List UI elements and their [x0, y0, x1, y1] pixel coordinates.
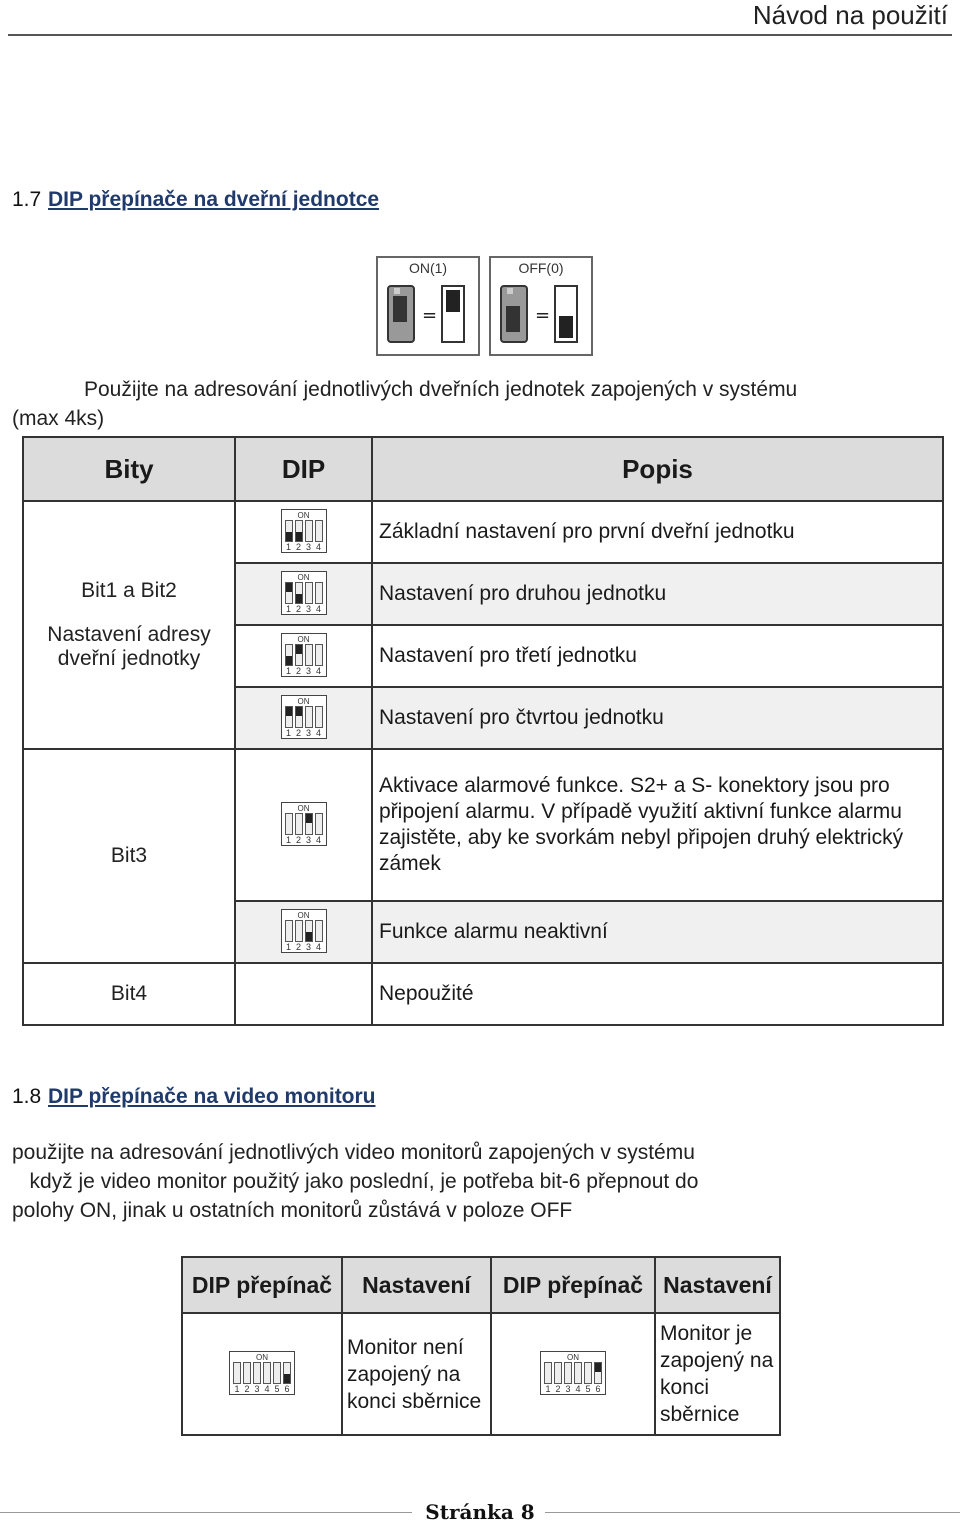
row-desc-7: Nepoužité — [372, 963, 943, 1025]
header-dip-switch-right: DIP přepínač — [491, 1257, 655, 1313]
section-18-para-2: když je video monitor použitý jako poslední, je potřeba bit-6 přepnout do — [12, 1170, 699, 1193]
dip6-cell-right — [491, 1313, 655, 1435]
header-dip-switch-left: DIP přepínač — [182, 1257, 342, 1313]
row-desc-1: Základní nastavení pro první dveřní jednotku — [372, 501, 943, 563]
setting-right-text: Monitor je zapojený na konci sběrnice — [655, 1313, 780, 1435]
header-dip: DIP — [235, 437, 372, 501]
section-17-heading — [12, 188, 379, 212]
header-setting-right: Nastavení — [655, 1257, 780, 1313]
bit3-cell — [23, 749, 235, 963]
section-17-intro: Použijte na adresování jednotlivých dveřních jednotek zapojených v systému — [84, 378, 798, 401]
dip-on-label: ON — [297, 511, 310, 520]
section-17-number: 1.7 — [12, 188, 42, 211]
bit3-label: Bit3 — [110, 844, 148, 867]
dip6-cell-left — [182, 1313, 342, 1435]
dip6-switch-on-icon: ON 1 2 3 4 5 6 — [540, 1351, 606, 1395]
page-number: Stránka 8 — [425, 1500, 535, 1524]
dip-switch-icon: ON 1 2 3 4 — [281, 695, 327, 739]
row-desc-2: Nastavení pro druhou jednotku — [372, 563, 943, 625]
dip-cell-6 — [235, 901, 372, 963]
dip-cell-2 — [235, 563, 372, 625]
switch-on-icon — [378, 276, 478, 350]
dip-switch-icon: ON 1 2 3 4 — [281, 509, 327, 553]
dip-switch-icon: ON 1 2 3 4 — [281, 571, 327, 615]
dip-cell-1 — [235, 501, 372, 563]
section-18-heading — [12, 1085, 376, 1109]
section-18-para-3: polohy ON, jinak u ostatních monitorů zůstává v poloze OFF — [12, 1199, 573, 1222]
dip-cell-5 — [235, 749, 372, 901]
header-popis: Popis — [372, 437, 943, 501]
bit12-cell — [23, 501, 235, 749]
dip-cell-4 — [235, 687, 372, 749]
svg-text:=: = — [422, 305, 438, 326]
row-desc-4: Nastavení pro čtvrtou jednotku — [372, 687, 943, 749]
dip-monitor-table — [181, 1256, 781, 1436]
bit12-desc: Nastavení adresy dveřní jednotky — [47, 623, 211, 670]
switch-off-icon — [491, 276, 591, 350]
row-desc-6: Funkce alarmu neaktivní — [372, 901, 943, 963]
dip-switch-icon: ON 1 2 3 4 — [281, 802, 327, 846]
dip-door-table — [22, 436, 944, 1026]
bit4-label: Bit4 — [110, 982, 148, 1005]
switch-on-label: ON(1) — [408, 260, 448, 276]
switch-off-illustration — [489, 256, 593, 356]
section-17-intro-cont: (max 4ks) — [12, 407, 105, 430]
header-setting-left: Nastavení — [342, 1257, 491, 1313]
dip-cell-3 — [235, 625, 372, 687]
setting-left-text: Monitor není zapojený na konci sběrnice — [342, 1313, 491, 1435]
row-desc-3: Nastavení pro třetí jednotku — [372, 625, 943, 687]
svg-text:=: = — [535, 305, 551, 326]
row-desc-5: Aktivace alarmové funkce. S2+ a S- konektory jsou pro připojení alarmu. V případě využití aktivní funkce alarmu zajistěte, aby ke svorkám nebyl připojen druhý elektrický zámek — [372, 749, 943, 901]
header-rule — [8, 34, 952, 36]
header-bity: Bity — [23, 437, 235, 501]
bit12-label: Bit1 a Bit2 — [81, 579, 177, 602]
bit4-cell — [23, 963, 235, 1025]
section-18-title: DIP přepínače na video monitoru — [48, 1085, 376, 1108]
dip-switch-icon: ON 1 2 3 4 — [281, 633, 327, 677]
section-18-number: 1.8 — [12, 1085, 42, 1108]
dip-switch-icon: ON 1 2 3 4 — [281, 909, 327, 953]
switch-off-label: OFF(0) — [518, 260, 564, 276]
dip-cell-7 — [235, 963, 372, 1025]
dip6-switch-off-icon: ON 1 2 3 4 5 6 — [229, 1351, 295, 1395]
section-18-para-1: použijte na adresování jednotlivých video monitorů zapojených v systému — [12, 1141, 695, 1164]
document-title: Návod na použití — [752, 0, 948, 30]
section-17-title: DIP přepínače na dveřní jednotce — [48, 188, 380, 211]
switch-on-illustration — [376, 256, 480, 356]
